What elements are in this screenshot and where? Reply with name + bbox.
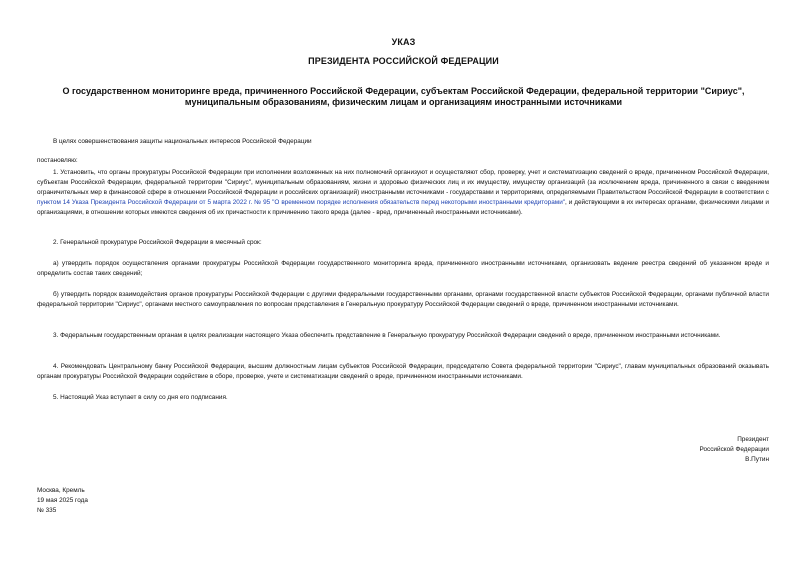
- issue-place: Москва, Кремль: [37, 487, 85, 494]
- paragraph-1: [37, 168, 769, 218]
- paragraph-2b: б) утвердить порядок взаимодействия органов прокуратуры Российской Федерации с другими федеральными государственными органами, органами государственной власти субъектов Российской Федерации, органами публичной власти федеральной территории "Сириус", органами местного самоуправления по вопросам представления в Генеральную прокуратуру Российской Федерации сведений о вреде, причиненном иностранными источниками.: [37, 291, 769, 308]
- paragraph-5: 5. Настоящий Указ вступает в силу со дня его подписания.: [53, 394, 228, 401]
- paragraph-1-text-b: , и действующими в их интересах органами, физическими лицами и организациями, в отношении которых имеются сведения об их причастности к причинению такого вреда (далее - вред, причиненный иностранными источниками).: [37, 198, 769, 216]
- decree-title: УКАЗ: [391, 37, 416, 47]
- preamble: В целях совершенствования защиты национальных интересов Российской Федерации: [53, 138, 312, 145]
- paragraph-3: 3. Федеральным государственным органам в целях реализации настоящего Указа обеспечить представление в Генеральную прокуратуру Российской Федерации сведений о вреде, причиненном иностранными источниками.: [53, 332, 721, 339]
- paragraph-1-text-a: 1. Установить, что органы прокуратуры Российской Федерации при исполнении возложенных на них полномочий организуют и осуществляют сбор, проверку, учет и систематизацию сведений о вреде, причиненном Российской Федерации, субъектам Российской Федерации, федеральной территории "Сириус", муниципальным образованиям, жизни и здоровью физических лиц и их имуществу, имуществу организаций (за исключением вреда, причиненного в связи с введением ограничительных мер в финансовой сфере в отношении Российской Федерации и российских организаций) иностранными источниками - государствами и территориями, определяемыми Правительством Российской Федерации в соответствии с: [37, 169, 769, 196]
- issuer-title: ПРЕЗИДЕНТА РОССИЙСКОЙ ФЕДЕРАЦИИ: [308, 56, 499, 66]
- decree-number: № 335: [37, 506, 57, 514]
- signature-position: Президент: [737, 436, 769, 443]
- signature-block: [700, 435, 770, 465]
- paragraph-4: 4. Рекомендовать Центральному банку Российской Федерации, высшим должностным лицам субъектов Российской Федерации, председателю Совета федеральной территории "Сириус", главам муниципальных образований оказывать органам прокуратуры Российской Федерации содействие в сборе, проверке, учете и систематизации сведений о вреде, причиненном иностранными источниками.: [37, 363, 769, 380]
- decree-95-link[interactable]: пунктом 14 Указа Президента Российской Федерации от 5 марта 2022 г. № 95 "О временном порядке исполнения обязательств перед некоторыми иностранными кредиторами": [37, 198, 566, 206]
- signature-country: Российской Федерации: [699, 445, 769, 453]
- signature-name: В.Путин: [745, 455, 769, 463]
- issue-date: 19 мая 2025 года: [37, 496, 88, 504]
- paragraph-2: 2. Генеральной прокуратуре Российской Федерации в месячный срок:: [53, 239, 262, 246]
- issue-details: [37, 486, 88, 516]
- decree-word: постановляю:: [37, 157, 78, 164]
- paragraph-2a: а) утвердить порядок осуществления органами прокуратуры Российской Федерации государственного мониторинга вреда, причиненного иностранными источниками, организовать ведение реестра сведений об указанном вреде и определить состав таких сведений;: [37, 260, 769, 277]
- decree-subject: О государственном мониторинге вреда, причиненного Российской Федерации, субъектам Российской Федерации, федеральной территории "Сириус", муниципальным образованиям, физическим лицам и организациям иностранными источниками: [62, 86, 745, 107]
